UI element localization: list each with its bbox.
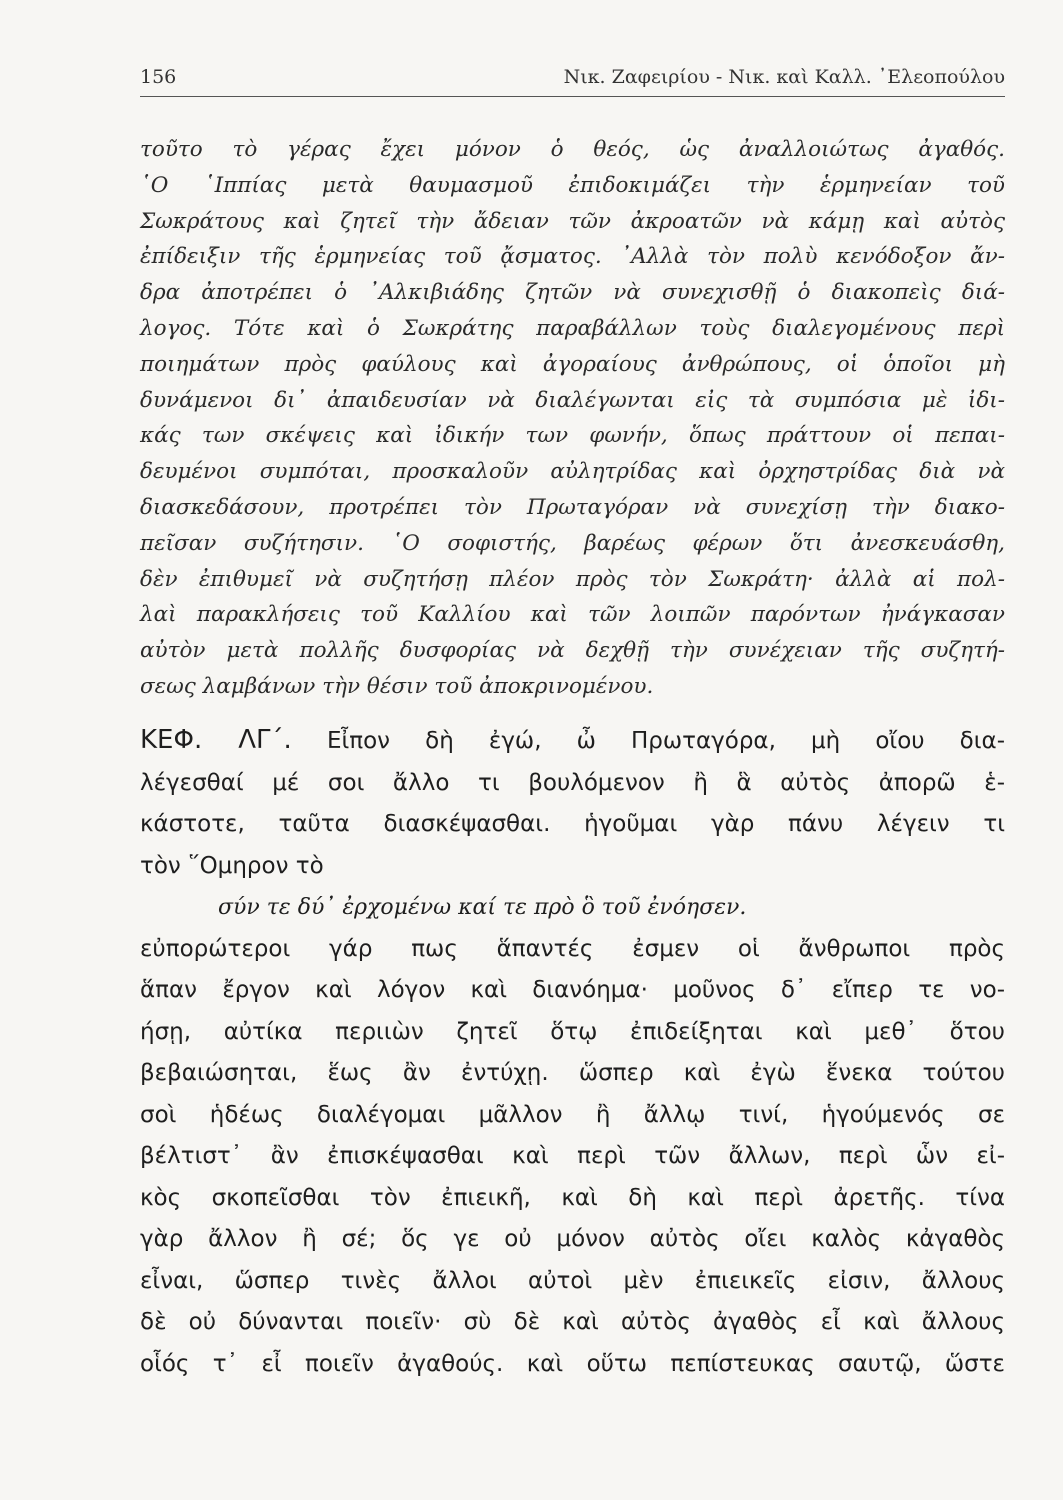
commentary-line: τοῦτο τὸ γέρας ἔχει μόνον ὁ θεός, ὡς ἀναλλοιώτως ἀγαθός. <box>140 137 1005 162</box>
text-line: ἅπαν ἔργον καὶ λόγον καὶ διανόημα· μοῦνος δ᾿ εἴπερ τε νο- <box>140 977 1005 1003</box>
chapter-heading: ΚΕΦ. ΛΓ΄. <box>140 725 292 755</box>
text-line <box>140 720 1005 763</box>
text-line: ήσῃ, αὐτίκα περιιὼν ζητεῖ ὅτῳ ἐπιδείξηται καὶ μεθ᾿ ὅτου <box>140 1018 1005 1045</box>
commentary-line: δρα ἀποτρέπει ὁ ᾿Αλκιβιάδης ζητῶν νὰ συνεχισθῇ ὁ διακοπεὶς διά- <box>140 280 1005 306</box>
running-header <box>140 62 1005 92</box>
text-line: βέλτιστ᾿ ἂν ἐπισκέψασθαι καὶ περὶ τῶν ἄλλων, περὶ ὧν εἰ- <box>140 1143 1005 1169</box>
greek-text-block <box>140 720 1005 1385</box>
commentary-line: διασκεδάσουν, προτρέπει τὸν Πρωταγόραν νὰ συνεχίσῃ τὴν διακο- <box>140 494 1005 520</box>
text-line: εἶναι, ὥσπερ τινὲς ἄλλοι αὐτοὶ μὲν ἐπιεικεῖς εἰσιν, ἄλλους <box>140 1267 1005 1294</box>
text-line: τὸν ῞Ομηρον τὸ <box>140 852 324 879</box>
running-title: Νικ. Ζαφειρίου - Νικ. καὶ Καλλ. ᾿Ελεοπούλου <box>563 66 1005 88</box>
text-line-content: Εἶπον δὴ ἐγώ, ὦ Πρωταγόρα, μὴ οἴου δια- <box>326 728 1006 754</box>
commentary-line: σεως λαμβάνων τὴν θέσιν τοῦ ἀποκρινομένου. <box>140 673 654 699</box>
text-line: βεβαιώσηται, ἕως ἂν ἐντύχῃ. ὥσπερ καὶ ἐγὼ ἕνεκα τούτου <box>140 1060 1005 1086</box>
commentary-line: αὐτὸν μετὰ πολλῆς δυσφορίας νὰ δεχθῇ τὴν συνέχειαν τῆς συζητή- <box>140 638 1005 664</box>
text-line: λέγεσθαί μέ σοι ἄλλο τι βουλόμενον ἢ ἃ αὐτὸς ἀπορῶ ἑ- <box>140 769 1005 796</box>
page-number: 156 <box>140 66 177 88</box>
commentary-line: δυνάμενοι δι᾿ ἀπαιδευσίαν νὰ διαλέγωνται εἰς τὰ συμπόσια μὲ ἰδι- <box>140 387 1005 413</box>
commentary-line: λογος. Τότε καὶ ὁ Σωκράτης παραβάλλων τοὺς διαλεγομένους περὶ <box>140 315 1005 341</box>
commentary-line: Σωκράτους καὶ ζητεῖ τὴν ἄδειαν τῶν ἀκροατῶν νὰ κάμῃ καὶ αὐτὸς <box>140 208 1005 234</box>
text-line: δὲ οὐ δύνανται ποιεῖν· σὺ δὲ καὶ αὐτὸς ἀγαθὸς εἶ καὶ ἄλλους <box>140 1309 1005 1335</box>
commentary-line: δευμένοι συμπόται, προσκαλοῦν αὐλητρίδας καὶ ὀρχηστρίδας διὰ νὰ <box>140 459 1005 485</box>
commentary-line: λαὶ παρακλήσεις τοῦ Καλλίου καὶ τῶν λοιπῶν παρόντων ἠνάγκασαν <box>140 602 1005 628</box>
text-line: οἷός τ᾿ εἶ ποιεῖν ἀγαθούς. καὶ οὕτω πεπίστευκας σαυτῷ, ὥστε <box>140 1350 1005 1377</box>
text-line: γὰρ ἄλλον ἢ σέ; ὅς γε οὐ μόνον αὐτὸς οἴει καλὸς κἀγαθὸς <box>140 1226 1005 1252</box>
text-line: σοὶ ἡδέως διαλέγομαι μᾶλλον ἢ ἄλλῳ τινί, ἡγούμενός σε <box>140 1101 1005 1128</box>
commentary-line: ἐπίδειξιν τῆς ἑρμηνείας τοῦ ᾄσματος. ᾿Αλλὰ τὸν πολὺ κενόδοξον ἄν- <box>140 244 1005 270</box>
text-line: εὐπορώτεροι γάρ πως ἅπαντές ἐσμεν οἱ ἄνθρωποι πρὸς <box>140 935 1005 962</box>
text-line: κὸς σκοπεῖσθαι τὸν ἐπιεικῆ, καὶ δὴ καὶ περὶ ἀρετῆς. τίνα <box>140 1184 1005 1211</box>
commentary-line: δὲν ἐπιθυμεῖ νὰ συζητήσῃ πλέον πρὸς τὸν Σωκράτη· ἀλλὰ αἱ πολ- <box>140 566 1005 592</box>
commentary-line: κάς των σκέψεις καὶ ἰδικήν των φωνήν, ὅπως πράττουν οἱ πεπαι- <box>140 423 1005 449</box>
commentary-block <box>140 132 1005 705</box>
header-rule <box>140 96 1005 97</box>
commentary-line: πεῖσαν συζήτησιν. ῾Ο σοφιστής, βαρέως φέρων ὅτι ἀνεσκευάσθη, <box>140 530 1005 556</box>
commentary-line: ποιημάτων πρὸς φαύλους καὶ ἀγοραίους ἀνθρώπους, οἱ ὁποῖοι μὴ <box>140 351 1005 377</box>
text-line: κάστοτε, ταῦτα διασκέψασθαι. ἡγοῦμαι γὰρ πάνυ λέγειν τι <box>140 811 1005 837</box>
book-page <box>140 0 1005 1500</box>
commentary-line: ῾Ο ῾Ιππίας μετὰ θαυμασμοῦ ἐπιδοκιμάζει τὴν ἑρμηνείαν τοῦ <box>140 172 1005 198</box>
homer-quote: σύν τε δύ᾿ ἐρχομένω καί τε πρὸ ὃ τοῦ ἐνόησεν. <box>218 895 747 920</box>
